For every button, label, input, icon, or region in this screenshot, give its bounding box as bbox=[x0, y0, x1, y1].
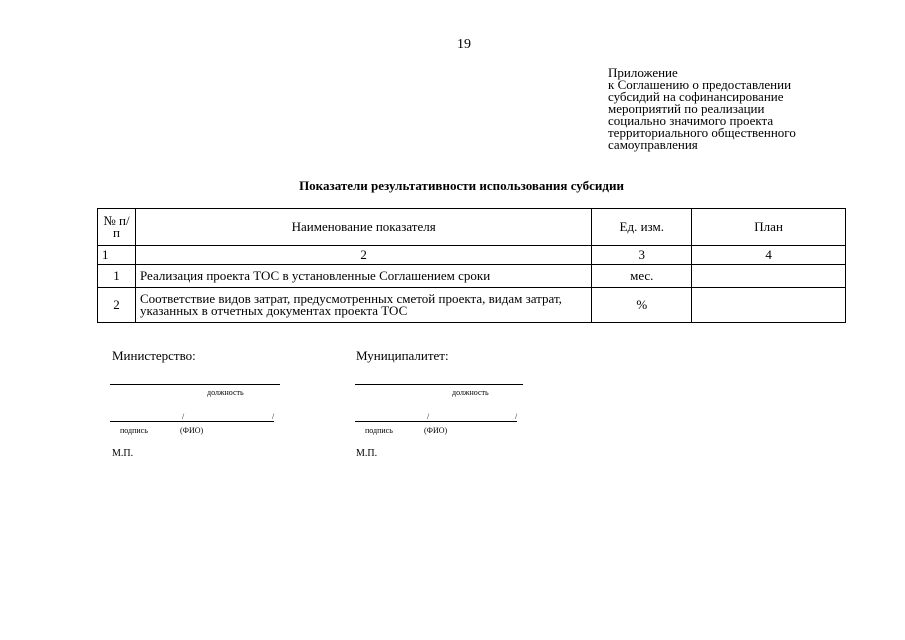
municipality-slash: / bbox=[427, 412, 430, 421]
row-unit: мес. bbox=[592, 265, 692, 288]
appendix-line: территориального общественного bbox=[608, 125, 796, 140]
row-name: Соответствие видов затрат, предусмотренных сметой проекта, видам затрат, указанных в отчетных документах проекта ТОС bbox=[135, 288, 591, 323]
header-unit: Ед. изм. bbox=[592, 209, 692, 246]
appendix-line: социально значимого проекта bbox=[608, 113, 774, 128]
row-name: Реализация проекта ТОС в установленные Соглашением сроки bbox=[135, 265, 591, 288]
header-num: № п/п bbox=[98, 209, 136, 246]
appendix-note bbox=[608, 67, 868, 151]
appendix-line: субсидий на софинансирование bbox=[608, 89, 784, 104]
table-header-row bbox=[98, 209, 846, 246]
municipality-signature-caption: подпись bbox=[365, 426, 393, 435]
header-name: Наименование показателя bbox=[135, 209, 591, 246]
municipality-label: Муниципалитет: bbox=[356, 348, 449, 363]
ministry-slash: / bbox=[182, 412, 185, 421]
appendix-line: к Соглашению о предоставлении bbox=[608, 77, 792, 92]
appendix-line: самоуправления bbox=[608, 137, 698, 152]
ministry-signature-caption: подпись bbox=[120, 426, 148, 435]
appendix-line: мероприятий по реализации bbox=[608, 101, 765, 116]
row-unit: % bbox=[592, 288, 692, 323]
municipality-position-caption: должность bbox=[452, 388, 489, 397]
ministry-label: Министерство: bbox=[112, 348, 196, 363]
page-number: 19 bbox=[457, 37, 471, 52]
municipality-position-line bbox=[355, 384, 523, 385]
indicators-table bbox=[97, 208, 846, 323]
header-plan: План bbox=[692, 209, 846, 246]
row-plan bbox=[692, 265, 846, 288]
ministry-name-caption: (ФИО) bbox=[180, 426, 204, 435]
column-numbers-row bbox=[98, 246, 846, 265]
ministry-slash: / bbox=[272, 412, 275, 421]
appendix-line: Приложение bbox=[608, 65, 678, 80]
municipality-slash: / bbox=[515, 412, 518, 421]
column-number: 3 bbox=[592, 246, 692, 265]
municipality-signature-line bbox=[355, 421, 517, 422]
column-number: 1 bbox=[98, 246, 136, 265]
table-row bbox=[98, 288, 846, 323]
document-title: Показатели результативности использования субсидии bbox=[299, 178, 624, 193]
column-number: 2 bbox=[135, 246, 591, 265]
municipality-stamp: М.П. bbox=[356, 448, 378, 459]
row-num: 1 bbox=[98, 265, 136, 288]
ministry-position-line bbox=[110, 384, 280, 385]
municipality-name-caption: (ФИО) bbox=[424, 426, 448, 435]
column-number: 4 bbox=[692, 246, 846, 265]
row-plan bbox=[692, 288, 846, 323]
ministry-signature-line bbox=[110, 421, 274, 422]
table-row bbox=[98, 265, 846, 288]
ministry-stamp: М.П. bbox=[112, 448, 134, 459]
ministry-position-caption: должность bbox=[207, 388, 244, 397]
row-num: 2 bbox=[98, 288, 136, 323]
